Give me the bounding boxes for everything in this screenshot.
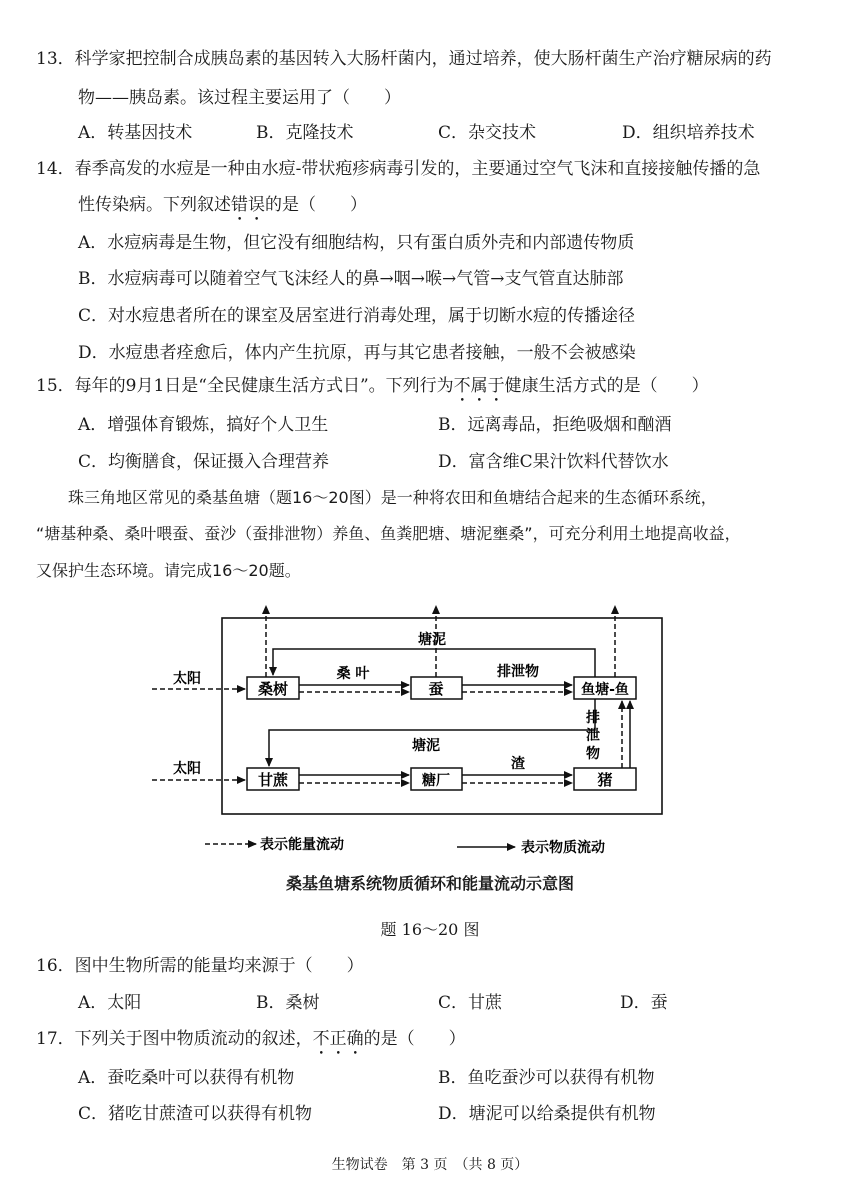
q16-option-a[interactable]: A．太阳 [78,993,142,1013]
q17-option-b[interactable]: B．鱼吃蚕沙可以获得有机物 [438,1068,655,1088]
page-footer: 生物试卷 第 3 页 （共 8 页） [331,1157,529,1173]
q14-option-c[interactable]: C．对水痘患者所在的课室及居室进行消毒处理，属于切断水痘的传播途径 [78,306,636,326]
q14-stem: 14．春季高发的水痘是一种由水痘-带状疱疹病毒引发的，主要通过空气飞沫和直接接触传播的急 [36,159,761,179]
legend-matter [457,839,605,856]
label-excreta-2: 泄 [586,728,600,744]
label-sun-2: 太阳 [173,761,201,777]
q14-option-b[interactable]: B．水痘病毒可以随着空气飞沫经人的鼻→咽→喉→气管→支气管直达肺部 [78,269,624,289]
passage-line-2: “塘基种桑、桑叶喂蚕、蚕沙（蚕排泄物）养鱼、鱼粪肥塘、塘泥壅桑”，可充分利用土地提高收益， [36,524,741,543]
node-zhu [574,768,636,790]
legend-energy [205,836,344,853]
label-excreta-1: 排 [586,710,600,726]
figure-label: 题 16～20 图 [380,920,480,939]
node-yutang [574,677,636,699]
q16-option-b[interactable]: B．桑树 [256,993,320,1013]
label-zha: 渣 [511,756,525,772]
svg-text:甘蔗: 甘蔗 [257,771,289,789]
matter-flows [269,649,630,775]
q15-option-d[interactable]: D．富含维C果汁饮料代替饮水 [438,452,669,472]
node-can [411,677,462,699]
q15-option-b[interactable]: B．远离毒品，拒绝吸烟和酗酒 [438,415,672,435]
q17-emphasis: 不正确 [312,1029,364,1049]
label-paixiewu: 排泄物 [497,664,539,680]
q17-stem: 17．下列关于图中物质流动的叙述，不正确的是（ ） [36,1029,466,1049]
q13-option-a[interactable]: A．转基因技术 [78,123,193,143]
q16-option-c[interactable]: C．甘蔗 [438,993,503,1013]
node-ganzhe [247,768,299,790]
q14-stem-cont: 性传染病。下列叙述错误的是（ ） [78,195,367,215]
q17-option-a[interactable]: A．蚕吃桑叶可以获得有机物 [78,1068,295,1088]
q14-option-d[interactable]: D．水痘患者痊愈后，体内产生抗原，再与其它患者接触，一般不会被感染 [78,343,636,363]
label-sangye: 桑 叶 [336,666,370,682]
svg-text:表示物质流动: 表示物质流动 [521,840,605,856]
passage-line-3: 又保护生态环境。请完成16～20题。 [36,561,301,580]
q15-option-a[interactable]: A．增强体育锻炼，搞好个人卫生 [78,415,329,435]
q14-emphasis: 错误 [231,195,265,215]
q13-option-c[interactable]: C．杂交技术 [438,123,537,143]
q13-option-b[interactable]: B．克隆技术 [256,123,354,143]
q15-emphasis: 不属于 [453,376,505,396]
flow-diagram [0,592,860,872]
label-tangni-mid: 塘泥 [412,738,440,754]
q15-option-c[interactable]: C．均衡膳食，保证摄入合理营养 [78,452,330,472]
svg-text:桑树: 桑树 [257,680,289,698]
label-tangni-top: 塘泥 [418,632,446,648]
svg-text:糖厂: 糖厂 [422,773,450,789]
q17-option-c[interactable]: C．猪吃甘蔗渣可以获得有机物 [78,1104,313,1124]
q17-option-d[interactable]: D．塘泥可以给桑提供有机物 [438,1104,656,1124]
label-sun-1: 太阳 [173,671,201,687]
q15-stem: 15．每年的9月1日是“全民健康生活方式日”。下列行为不属于健康生活方式的是（ ） [36,376,709,396]
passage-line-1: 珠三角地区常见的桑基鱼塘（题16～20图）是一种将农田和鱼塘结合起来的生态循环系统， [36,488,717,507]
svg-text:蚕: 蚕 [428,680,444,698]
q16-option-d[interactable]: D．蚕 [620,993,668,1013]
q13-stem-cont: 物——胰岛素。该过程主要运用了（ ） [78,88,401,108]
diagram-caption: 桑基鱼塘系统物质循环和能量流动示意图 [285,874,574,893]
q14-option-a[interactable]: A．水痘病毒是生物，但它没有细胞结构，只有蛋白质外壳和内部遗传物质 [78,233,635,253]
node-tangchang [411,768,462,790]
svg-text:鱼塘-鱼: 鱼塘-鱼 [581,682,629,698]
label-excreta-3: 物 [586,746,600,762]
q16-stem: 16．图中生物所需的能量均来源于（ ） [36,956,364,976]
svg-text:表示能量流动: 表示能量流动 [260,837,344,853]
q13-option-d[interactable]: D．组织培养技术 [622,123,755,143]
node-sangshu [247,677,299,699]
svg-text:猪: 猪 [597,771,613,789]
q13-stem: 13．科学家把控制合成胰岛素的基因转入大肠杆菌内，通过培养，使大肠杆菌生产治疗糖尿病的药 [36,49,772,69]
